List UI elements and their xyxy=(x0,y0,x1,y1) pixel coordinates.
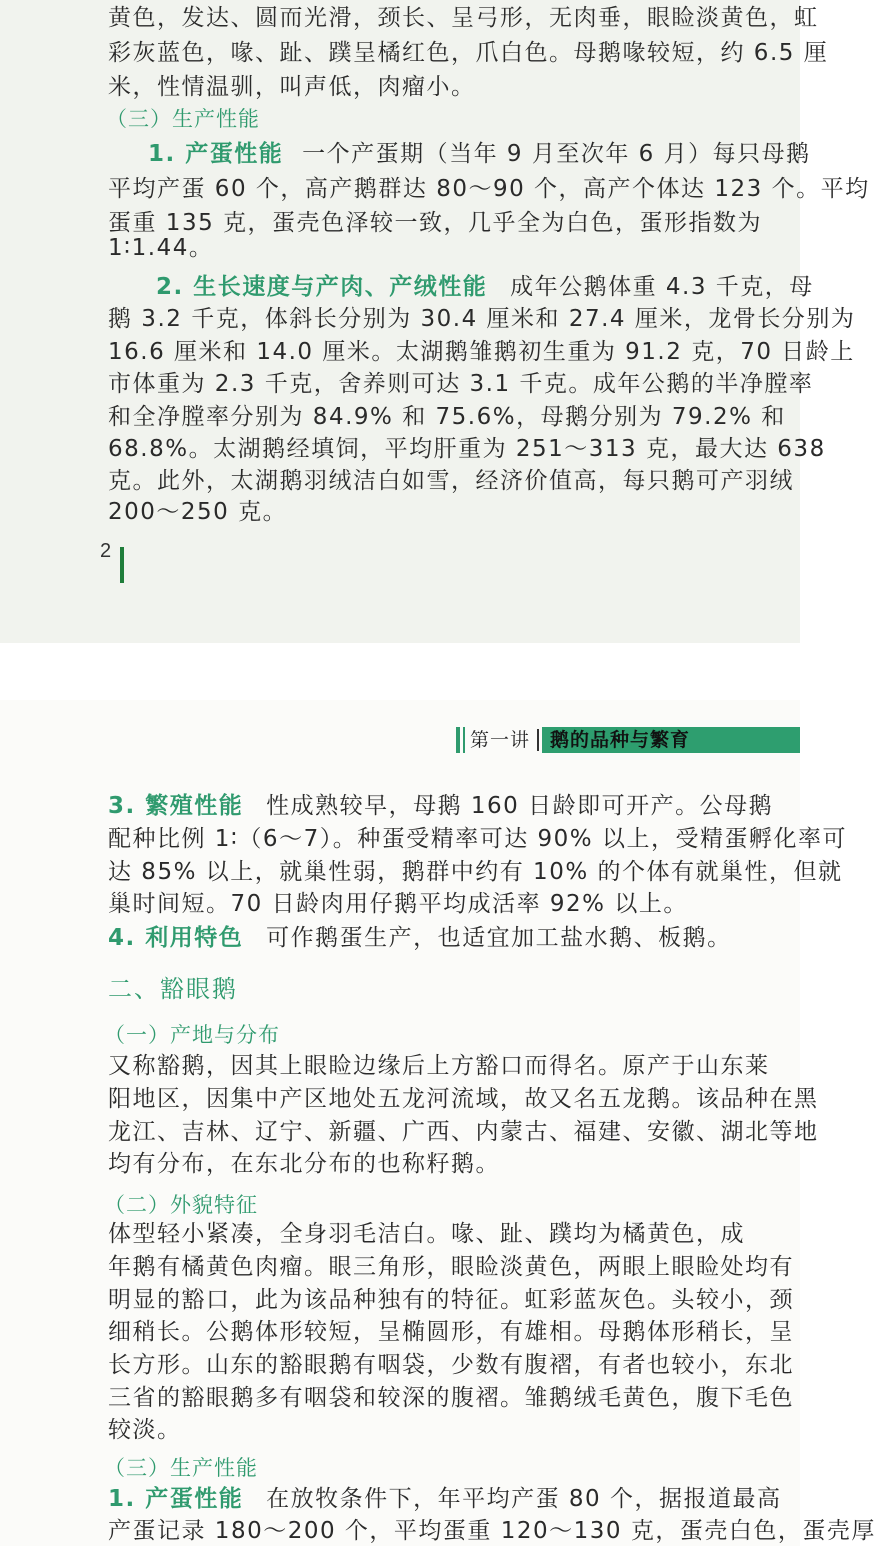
section-heading-origin: （一）产地与分布 xyxy=(104,1023,280,1047)
item-label-breeding: 3. 繁殖性能 xyxy=(108,793,244,819)
text-line: 长方形。山东的豁眼鹅有咽袋，少数有腹褶，有者也较小，东北 xyxy=(108,1352,794,1378)
paragraph-breeding-first xyxy=(108,792,774,821)
text-line: 16.6 厘米和 14.0 厘米。太湖鹅雏鹅初生重为 91.2 克，70 日龄上 xyxy=(108,339,855,365)
text-line: 鹅 3.2 千克，体斜长分别为 30.4 厘米和 27.4 厘米，龙骨长分别为 xyxy=(108,306,856,332)
text-line: 较淡。 xyxy=(108,1417,182,1443)
text-line: 又称豁鹅，因其上眼睑边缘后上方豁口而得名。原产于山东莱 xyxy=(108,1053,770,1079)
header-bracket xyxy=(456,727,460,753)
header-separator xyxy=(537,729,539,751)
text-line: 克。此外，太湖鹅羽绒洁白如雪，经济价值高，每只鹅可产羽绒 xyxy=(108,468,794,494)
text-line: 龙江、吉林、辽宁、新疆、广西、内蒙古、福建、安徽、湖北等地 xyxy=(108,1119,819,1145)
text-line: 细稍长。公鹅体形较短，呈椭圆形，有雄相。母鹅体形稍长，呈 xyxy=(108,1319,794,1345)
header-bracket xyxy=(463,727,465,753)
page-gap xyxy=(0,643,800,700)
item-text: 成年公鹅体重 4.3 千克，母 xyxy=(510,274,814,300)
item-label-growth: 2. 生长速度与产肉、产绒性能 xyxy=(156,274,488,300)
page-number: 2 xyxy=(100,540,112,562)
text-line: 配种比例 1∶（6～7）。种蛋受精率可达 90% 以上，受精蛋孵化率可 xyxy=(108,826,847,852)
item-text: 在放牧条件下，年平均产蛋 80 个，据报道最高 xyxy=(266,1486,782,1512)
chapter-title: 鹅的品种与繁育 xyxy=(550,729,691,751)
text-line: 黄色，发达、圆而光滑，颈长、呈弓形，无肉垂，眼睑淡黄色，虹 xyxy=(108,5,819,31)
text-line: 年鹅有橘黄色肉瘤。眼三角形，眼睑淡黄色，两眼上眼睑处均有 xyxy=(108,1254,794,1280)
item-text: 一个产蛋期（当年 9 月至次年 6 月）每只母鹅 xyxy=(302,141,811,167)
text-line: 和全净膛率分别为 84.9% 和 75.6%，母鹅分别为 79.2% 和 xyxy=(108,404,786,430)
section-heading-production: （三）生产性能 xyxy=(106,107,260,131)
text-line: 市体重为 2.3 千克，舍养则可达 3.1 千克。成年公鹅的半净膛率 xyxy=(108,371,814,397)
text-line: 巢时间短。70 日龄肉用仔鹅平均成活率 92% 以上。 xyxy=(108,891,688,917)
breed-heading: 二、豁眼鹅 xyxy=(108,975,238,1003)
text-line: 阳地区，因集中产区地处五龙河流域，故又名五龙鹅。该品种在黑 xyxy=(108,1086,819,1112)
text-line: 200～250 克。 xyxy=(108,499,288,525)
text-line: 蛋重 135 克，蛋壳色泽较一致，几乎全为白色，蛋形指数为 xyxy=(108,210,763,236)
text-line: 米，性情温驯，叫声低，肉瘤小。 xyxy=(108,74,476,100)
item-label-egg-laying: 1. 产蛋性能 xyxy=(148,141,284,167)
item-text: 性成熟较早，母鹅 160 日龄即可开产。公母鹅 xyxy=(266,793,774,819)
paragraph-egg-laying-first xyxy=(148,140,811,169)
text-line: 明显的豁口，此为该品种独有的特征。虹彩蓝灰色。头较小，颈 xyxy=(108,1287,794,1313)
text-line: 68.8%。太湖鹅经填饲，平均肝重为 251～313 克，最大达 638 xyxy=(108,436,826,462)
text-line: 达 85% 以上，就巢性弱，鹅群中约有 10% 的个体有就巢性，但就 xyxy=(108,859,843,885)
text-line: 体型轻小紧凑，全身羽毛洁白。喙、趾、蹼均为橘黄色，成 xyxy=(108,1221,745,1247)
text-line: 1∶1.44。 xyxy=(108,235,214,261)
page-top xyxy=(0,0,870,643)
text-line: 三省的豁眼鹅多有咽袋和较深的腹褶。雏鹅绒毛黄色，腹下毛色 xyxy=(108,1385,794,1411)
section-heading-appearance: （二）外貌特征 xyxy=(104,1193,258,1217)
text-line: 产蛋记录 180～200 个，平均蛋重 120～130 克，蛋壳白色，蛋壳厚 xyxy=(108,1518,876,1544)
item-label-usage: 4. 利用特色 xyxy=(108,925,244,951)
item-text: 可作鹅蛋生产，也适宜加工盐水鹅、板鹅。 xyxy=(266,925,732,951)
chapter-label: 第一讲 xyxy=(470,729,531,751)
section-heading-production-2: （三）生产性能 xyxy=(104,1456,258,1480)
page-number-bar xyxy=(120,547,124,583)
text-line: 彩灰蓝色，喙、趾、蹼呈橘红色，爪白色。母鹅喙较短，约 6.5 厘 xyxy=(108,40,829,66)
item-label-egg-laying-2: 1. 产蛋性能 xyxy=(108,1486,244,1512)
text-line: 平均产蛋 60 个，高产鹅群达 80～90 个，高产个体达 123 个。平均 xyxy=(108,176,870,202)
paragraph-usage xyxy=(108,924,768,953)
paragraph-egg-laying-2-first xyxy=(108,1485,782,1514)
text-line: 均有分布，在东北分布的也称籽鹅。 xyxy=(108,1151,500,1177)
paragraph-growth-first xyxy=(156,273,814,302)
